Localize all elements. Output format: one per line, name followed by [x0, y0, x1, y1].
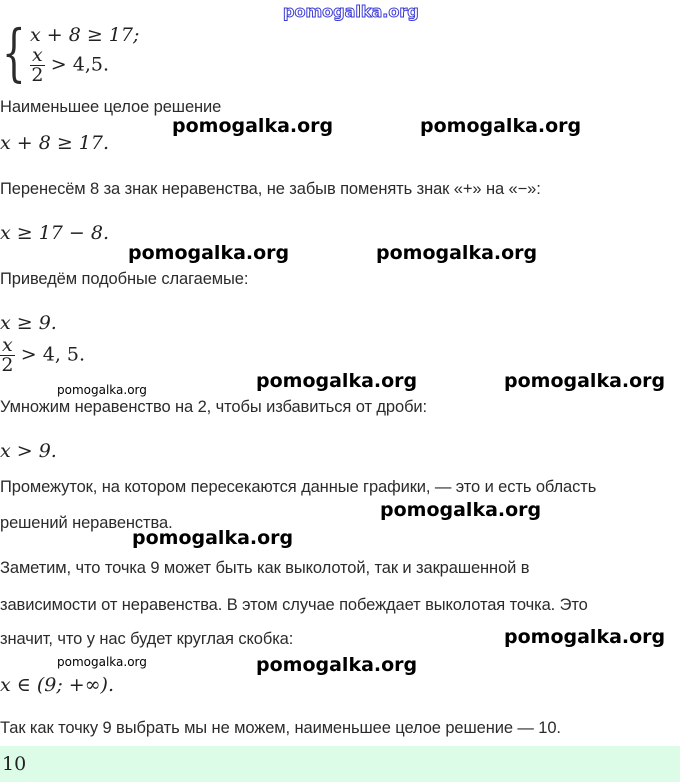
text-line: Промежуток, на котором пересекаются данные графики, — это и есть область: [0, 478, 597, 496]
math-fraction-line: [0, 336, 85, 375]
math-line: x ∈ (9; +∞).: [0, 674, 114, 696]
watermark-top: pomogalka.org: [283, 2, 419, 21]
watermark: pomogalka.org: [504, 626, 666, 648]
watermark: pomogalka.org: [132, 527, 294, 549]
text-line: решений неравенства.: [0, 514, 173, 532]
text-line: Перенесём 8 за знак неравенства, не забыв поменять знак «+» на «−»:: [0, 180, 541, 198]
watermark: pomogalka.org: [420, 115, 582, 137]
watermark: pomogalka.org: [128, 242, 290, 264]
frac-num: x: [2, 334, 13, 356]
watermark: pomogalka.org: [256, 370, 418, 392]
watermark-small: pomogalka.org: [57, 655, 147, 669]
answer-box: [0, 746, 680, 782]
system-line-2: [30, 46, 109, 85]
watermark-small: pomogalka.org: [57, 383, 147, 397]
system-line-1: x + 8 ≥ 17;: [30, 24, 140, 46]
answer-value: 10: [2, 753, 27, 775]
watermark: pomogalka.org: [256, 654, 418, 676]
text-line: Так как точку 9 выбрать мы не можем, наименьшее целое решение — 10.: [0, 719, 561, 737]
watermark: pomogalka.org: [504, 370, 666, 392]
text-line: зависимости от неравенства. В этом случае побеждает выколотая точка. Это: [0, 596, 588, 614]
text-line: Заметим, что точка 9 может быть как выколотой, так и закрашенной в: [0, 559, 530, 577]
math-rest: > 4, 5.: [20, 343, 86, 366]
text-line: Наименьшее целое решение: [0, 98, 222, 116]
watermark: pomogalka.org: [172, 115, 334, 137]
math-line: x ≥ 17 − 8.: [0, 222, 110, 244]
frac-den: 2: [1, 354, 14, 376]
watermark: pomogalka.org: [376, 242, 538, 264]
watermark: pomogalka.org: [380, 499, 542, 521]
text-line: Приведём подобные слагаемые:: [0, 270, 249, 288]
text-line: Умножим неравенство на 2, чтобы избавиться от дроби:: [0, 398, 428, 416]
frac-den: 2: [31, 64, 44, 86]
frac-num: x: [32, 44, 43, 66]
brace-icon: {: [2, 16, 26, 89]
system-line-2-rest: > 4,5.: [50, 53, 109, 76]
math-line: x + 8 ≥ 17.: [0, 132, 110, 154]
math-line: x > 9.: [0, 440, 57, 462]
text-line: значит, что у нас будет круглая скобка:: [0, 630, 294, 648]
math-line: x ≥ 9.: [0, 312, 57, 334]
